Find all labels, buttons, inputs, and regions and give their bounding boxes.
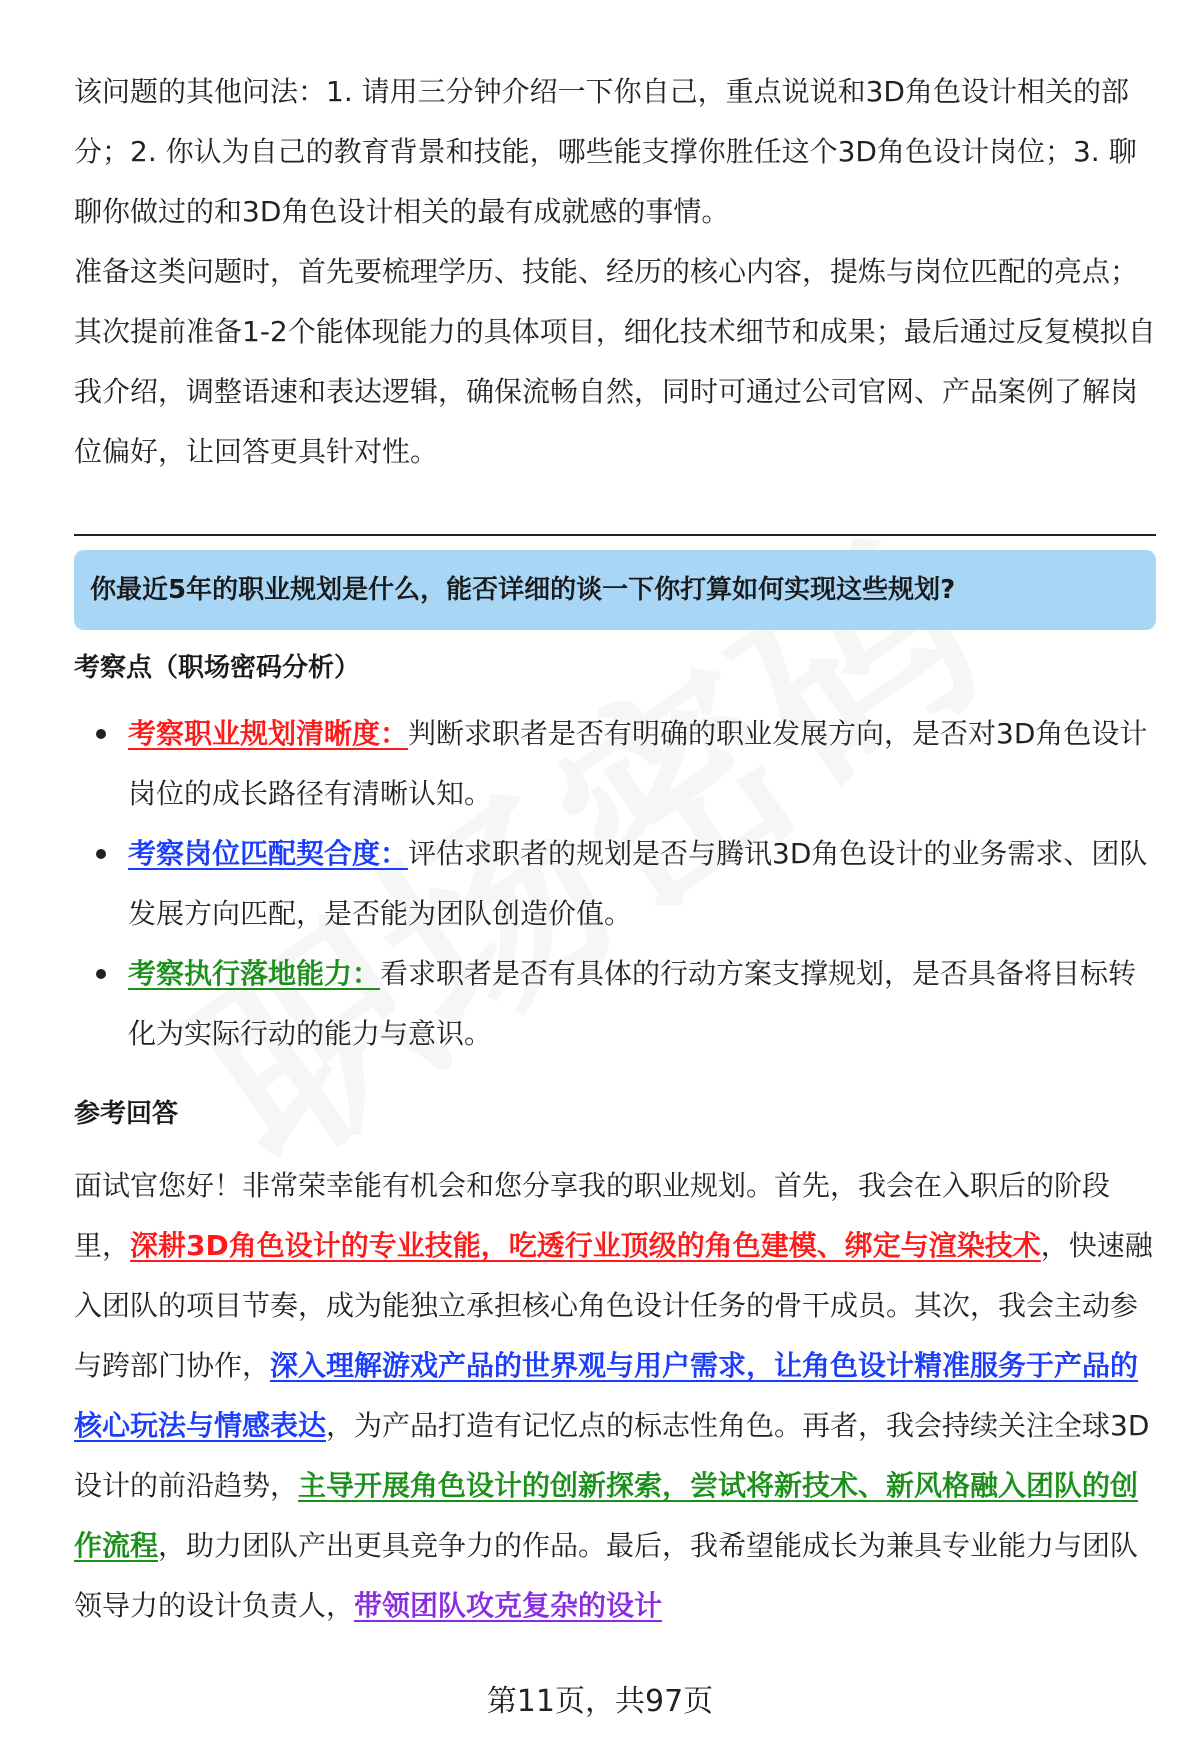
answer-text: ，快速融入团队的项目节奏，成为能独立承担核心角色设计任务的骨干成员。其次，我会主动参与跨部门协作， xyxy=(74,1229,1153,1382)
bullet-icon xyxy=(96,729,106,739)
assessment-list xyxy=(74,704,1156,1064)
assessment-point-text: 判断求职者是否有明确的职业发展方向，是否对3D角色设计岗位的成长路径有清晰认知。 xyxy=(128,717,1148,810)
assessment-point-text: 看求职者是否有具体的行动方案支撑规划，是否具备将目标转化为实际行动的能力与意识。 xyxy=(128,957,1137,1050)
answer-text: ，助力团队产出更具竞争力的作品。最后，我希望能成长为兼具专业能力与团队领导力的设计负责人， xyxy=(74,1529,1139,1622)
answer-title: 参考回答 xyxy=(74,1099,179,1129)
answer-text: 面试官您好！非常荣幸能有机会和您分享我的职业规划。首先，我会在入职后的阶段里， xyxy=(74,1169,1111,1262)
question-heading: 你最近5年的职业规划是什么，能否详细的谈一下你打算如何实现这些规划? xyxy=(74,550,1156,630)
assessment-point-label: 考察职业规划清晰度： xyxy=(128,717,409,750)
intro-paragraph-preparation: 准备这类问题时，首先要梳理学历、技能、经历的核心内容，提炼与岗位匹配的亮点；其次提前准备1-2个能体现能力的具体项目，细化技术细节和成果；最后通过反复模拟自我介绍，调整语速和表达逻辑，确保流畅自然，同时可通过公司官网、产品案例了解岗位偏好，让回答更具针对性。 xyxy=(74,255,1156,468)
answer-highlight-red: 深耕3D角色设计的专业技能，吃透行业顶级的角色建模、绑定与渲染技术 xyxy=(130,1229,1041,1262)
assessment-title: 考察点（职场密码分析） xyxy=(74,653,361,683)
document-page xyxy=(74,62,1156,1636)
answer-highlight-blue: 深入理解游戏产品的世界观与用户需求，让角色设计精准服务于产品的核心玩法与情感表达 xyxy=(74,1349,1139,1442)
intro-paragraph-alternatives: 该问题的其他问法：1. 请用三分钟介绍一下你自己，重点说说和3D角色设计相关的部分；2. 你认为自己的教育背景和技能，哪些能支撑你胜任这个3D角色设计岗位；3. 聊聊你做过的和3D角色设计相关的最有成就感的事情。 xyxy=(74,75,1137,228)
bullet-icon xyxy=(96,969,106,979)
answer-text: ，为产品打造有记忆点的标志性角色。再者，我会持续关注全球3D设计的前沿趋势， xyxy=(74,1409,1150,1502)
answer-highlight-purple: 带领团队攻克复杂的设计 xyxy=(354,1589,663,1622)
answer-highlight-green: 主导开展角色设计的创新探索，尝试将新技术、新风格融入团队的创作流程 xyxy=(74,1469,1139,1562)
page-number: 第11页，共97页 xyxy=(486,1684,714,1719)
answer-paragraph xyxy=(74,1156,1156,1636)
assessment-point xyxy=(74,704,1156,824)
assessment-point-label: 考察执行落地能力： xyxy=(128,957,381,990)
bullet-icon xyxy=(96,849,106,859)
assessment-point-text: 评估求职者的规划是否与腾讯3D角色设计的业务需求、团队发展方向匹配，是否能为团队创造价值。 xyxy=(128,837,1148,930)
section-divider xyxy=(74,534,1156,536)
assessment-point xyxy=(74,944,1156,1064)
assessment-point-label: 考察岗位匹配契合度： xyxy=(128,837,409,870)
assessment-point xyxy=(74,824,1156,944)
